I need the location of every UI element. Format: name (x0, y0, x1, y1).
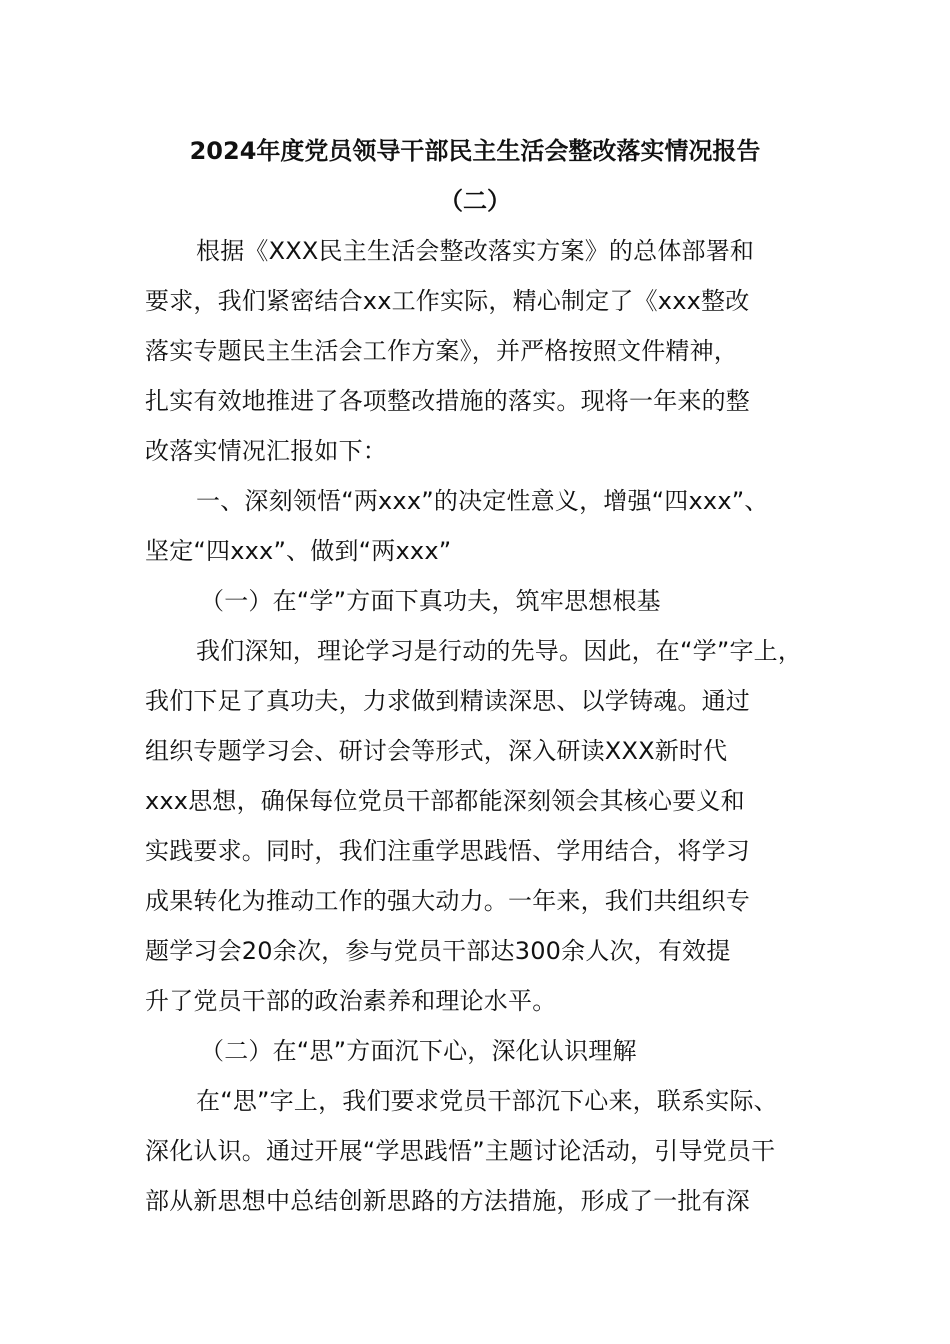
document-subtitle: （二） (439, 187, 511, 215)
paragraph-line: 组织专题学习会、研讨会等形式，深入研读XXX新时代 (145, 737, 728, 765)
paragraph-line: 部从新思想中总结创新思路的方法措施，形成了一批有深 (145, 1187, 750, 1215)
paragraph-line: 落实专题民主生活会工作方案》，并严格按照文件精神， (145, 337, 738, 365)
paragraph-line: 成果转化为推动工作的强大动力。一年来，我们共组织专 (145, 887, 750, 915)
paragraph-line: 升了党员干部的政治素养和理论水平。 (145, 987, 557, 1015)
paragraph-line: 要求，我们紧密结合xx工作实际，精心制定了《xxx整改 (145, 287, 750, 315)
document-title: 2024年度党员领导干部民主生活会整改落实情况报告 (189, 137, 761, 165)
paragraph-line: 在“思”字上，我们要求党员干部沉下心来，联系实际、 (196, 1087, 778, 1115)
subheading-line: （一）在“学”方面下真功夫，筑牢思想根基 (200, 587, 661, 615)
paragraph-line: 实践要求。同时，我们注重学思践悟、学用结合，将学习 (145, 837, 750, 865)
heading-line: 坚定“四xxx”、做到“两xxx” (145, 537, 452, 565)
heading-line: 一、深刻领悟“两xxx”的决定性意义，增强“四xxx”、 (196, 487, 769, 515)
paragraph-line: xxx思想，确保每位党员干部都能深刻领会其核心要义和 (145, 787, 745, 815)
paragraph-line: 改落实情况汇报如下： (145, 437, 387, 465)
paragraph-line: 我们深知，理论学习是行动的先导。因此，在“学”字上， (196, 637, 803, 665)
paragraph-line: 深化认识。通过开展“学思践悟”主题讨论活动，引导党员干 (145, 1137, 776, 1165)
paragraph-line: 扎实有效地推进了各项整改措施的落实。现将一年来的整 (145, 387, 750, 415)
paragraph-line: 我们下足了真功夫，力求做到精读深思、以学铸魂。通过 (145, 687, 750, 715)
paragraph-line: 题学习会20余次，参与党员干部达300余人次，有效提 (145, 937, 731, 965)
subheading-line: （二）在“思”方面沉下心，深化认识理解 (200, 1037, 637, 1065)
paragraph-line: 根据《XXX民主生活会整改落实方案》的总体部署和 (196, 237, 755, 265)
